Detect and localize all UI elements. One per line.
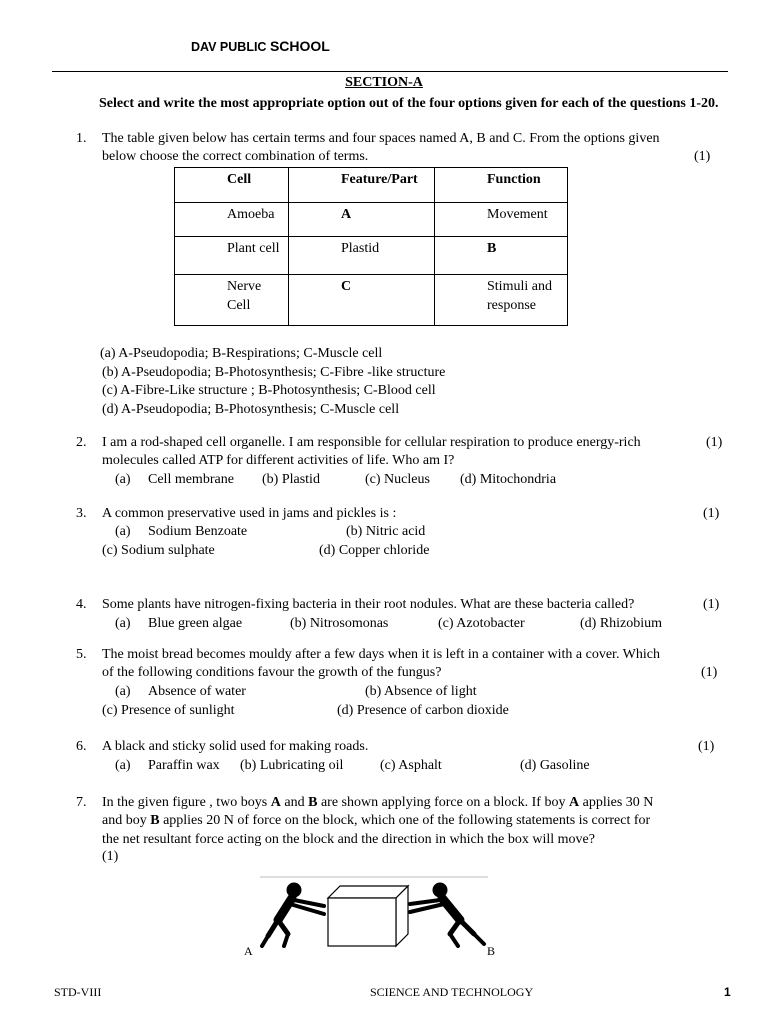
table-cell: Stimuli and response xyxy=(435,275,568,326)
q7-text-line3: the net resultant force acting on the block and the direction in which the box will move? xyxy=(102,832,595,847)
q3-option-c: (c) Sodium sulphate xyxy=(102,543,215,558)
table-cell: C xyxy=(289,275,435,326)
q1-option-d: (d) A-Pseudopodia; B-Photosynthesis; C-Muscle cell xyxy=(102,402,400,417)
q5-option-c: (c) Presence of sunlight xyxy=(102,703,235,718)
q5-text-line1: The moist bread becomes mouldy after a few days when it is left in a container with a cover. Which xyxy=(102,647,661,662)
q6-text: A black and sticky solid used for making roads. xyxy=(102,739,369,754)
q1-option-a: (a) A-Pseudopodia; B-Respirations; C-Muscle cell xyxy=(100,346,383,361)
q7-text-line2: and boy B applies 20 N of force on the block, which one of the following statements is correct for xyxy=(102,813,651,828)
q2-marks: (1) xyxy=(706,435,723,450)
q1-text-line2: below choose the correct combination of terms. xyxy=(102,149,369,164)
q2-option-a: Cell membrane xyxy=(148,472,234,487)
q2-option-c: (c) Nucleus xyxy=(365,472,430,487)
q4-option-d: (d) Rhizobium xyxy=(580,616,663,631)
footer-subject: SCIENCE AND TECHNOLOGY xyxy=(370,985,534,999)
q6-marks: (1) xyxy=(698,739,715,754)
table-cell: Movement xyxy=(435,203,568,237)
q7-text-line1: In the given figure , two boys A and B are shown applying force on a block. If boy A applies 30 N xyxy=(102,795,654,810)
boys-pushing-block-figure xyxy=(258,876,490,948)
block-illustration xyxy=(328,886,408,946)
q6-option-d: (d) Gasoline xyxy=(520,758,590,773)
q5-text-line2: of the following conditions favour the growth of the fungus? xyxy=(102,665,442,680)
header-rule xyxy=(52,71,728,72)
q4-marks: (1) xyxy=(703,597,720,612)
q4-option-a: Blue green algae xyxy=(148,616,243,631)
q3-number: 3. xyxy=(76,506,87,521)
q4-option-c: (c) Azotobacter xyxy=(438,616,525,631)
section-title: SECTION-A xyxy=(345,75,423,90)
boy-a-illustration xyxy=(262,883,324,946)
q6-option-b: (b) Lubricating oil xyxy=(240,758,344,773)
q3-text: A common preservative used in jams and pickles is : xyxy=(102,506,397,521)
q5-option-d: (d) Presence of carbon dioxide xyxy=(337,703,509,718)
q2-number: 2. xyxy=(76,435,87,450)
q7-number: 7. xyxy=(76,795,87,810)
q3-option-b: (b) Nitric acid xyxy=(346,524,426,539)
table-header-row xyxy=(175,168,568,203)
table-cell: A xyxy=(289,203,435,237)
q3-option-d: (d) Copper chloride xyxy=(319,543,430,558)
table-row xyxy=(175,203,568,237)
table-cell: Nerve Cell xyxy=(175,275,289,326)
q5-option-a: Absence of water xyxy=(148,684,246,699)
q4-number: 4. xyxy=(76,597,87,612)
table-header: Cell xyxy=(175,168,289,203)
q6-option-a-label: (a) xyxy=(115,758,131,773)
q2-text-line1: I am a rod-shaped cell organelle. I am responsible for cellular respiration to produce energy-rich xyxy=(102,435,641,450)
q5-option-b: (b) Absence of light xyxy=(365,684,477,699)
table-row xyxy=(175,275,568,326)
q1-option-b: (b) A-Pseudopodia; B-Photosynthesis; C-Fibre -like structure xyxy=(102,365,446,380)
table-cell: Plastid xyxy=(289,237,435,275)
q1-number: 1. xyxy=(76,131,87,146)
school-name: DAV PUBLIC SCHOOL xyxy=(191,38,330,54)
table-cell: Plant cell xyxy=(175,237,289,275)
boy-b-illustration xyxy=(410,883,484,946)
q5-number: 5. xyxy=(76,647,87,662)
footer-class: STD-VIII xyxy=(54,985,102,999)
table-header: Function xyxy=(435,168,568,203)
q6-number: 6. xyxy=(76,739,87,754)
q4-text: Some plants have nitrogen-fixing bacteria in their root nodules. What are these bacteria called? xyxy=(102,597,635,612)
q6-option-a: Paraffin wax xyxy=(148,758,220,773)
q6-option-c: (c) Asphalt xyxy=(380,758,442,773)
q2-option-d: (d) Mitochondria xyxy=(460,472,557,487)
instruction: Select and write the most appropriate option out of the four options given for each of the questions 1-20. xyxy=(99,96,719,111)
q2-option-a-label: (a) xyxy=(115,472,131,487)
q1-option-c: (c) A-Fibre-Like structure ; B-Photosynthesis; C-Blood cell xyxy=(102,383,436,398)
table-row xyxy=(175,237,568,275)
q3-marks: (1) xyxy=(703,506,720,521)
figure-label-b: B xyxy=(487,944,496,958)
figure-label-a: A xyxy=(244,944,253,958)
q1-marks: (1) xyxy=(694,149,711,164)
page-number: 1 xyxy=(724,985,731,999)
q3-option-a: Sodium Benzoate xyxy=(148,524,248,539)
table-cell: Amoeba xyxy=(175,203,289,237)
q4-option-a-label: (a) xyxy=(115,616,131,631)
terms-table xyxy=(174,167,568,326)
table-cell: B xyxy=(435,237,568,275)
q2-option-b: (b) Plastid xyxy=(262,472,320,487)
table-header: Feature/Part xyxy=(289,168,435,203)
q1-text-line1: The table given below has certain terms and four spaces named A, B and C. From the options given xyxy=(102,131,660,146)
q4-option-b: (b) Nitrosomonas xyxy=(290,616,389,631)
q3-option-a-label: (a) xyxy=(115,524,131,539)
q5-marks: (1) xyxy=(701,665,718,680)
q7-marks: (1) xyxy=(102,849,119,864)
q5-option-a-label: (a) xyxy=(115,684,131,699)
q2-text-line2: molecules called ATP for different activities of life. Who am I? xyxy=(102,453,455,468)
